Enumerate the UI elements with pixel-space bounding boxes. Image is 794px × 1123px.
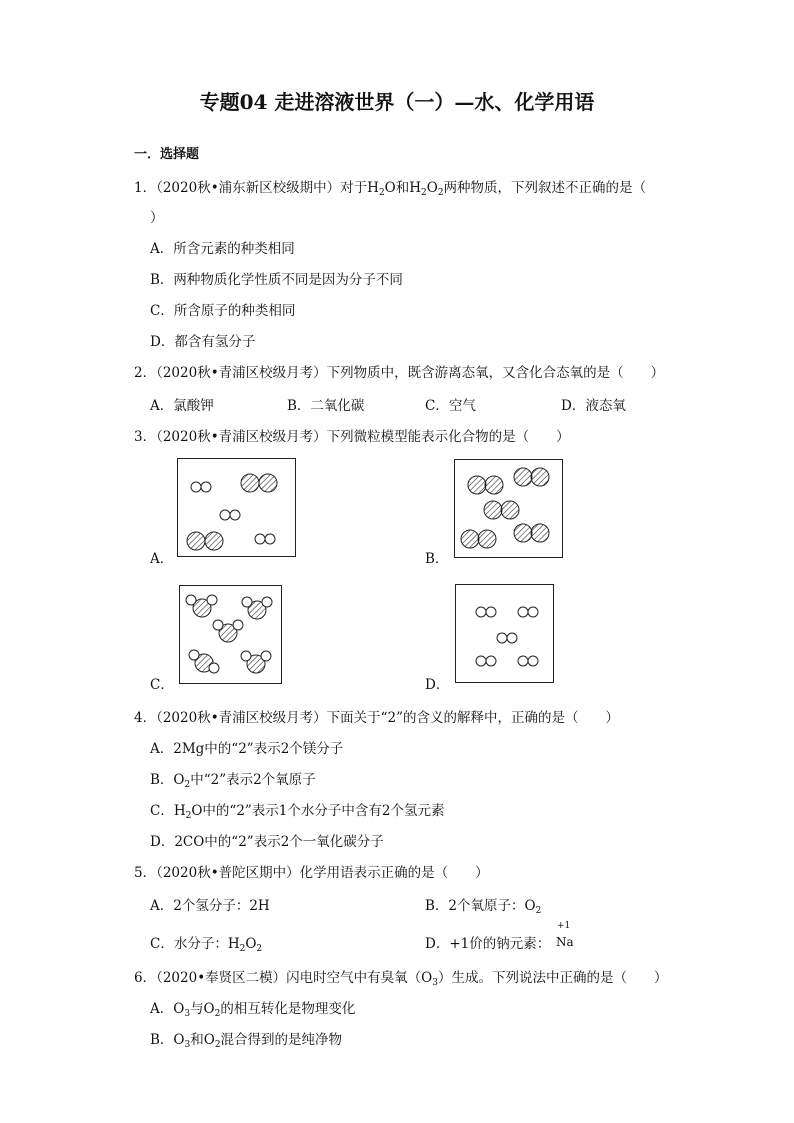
question-5-stem: 5．（2020秋•普陀区期中）化学用语表示正确的是（ ） [134, 865, 489, 881]
question-2-option-d: D．液态氧 [561, 398, 626, 414]
particle-model-c [179, 585, 282, 684]
particle-model-a [177, 458, 296, 557]
question-3-option-c: C． [150, 677, 174, 693]
question-3-option-b: B． [425, 551, 449, 567]
question-5-option-b: B．2个氧原子：$O_2$ [425, 898, 542, 916]
question-4-option-a: A．2Mg中的“2”表示2个镁分子 [150, 741, 344, 757]
question-3-option-a: A． [150, 551, 174, 567]
page-title: 专题04 走进溶液世界（一）—水、化学用语 [199, 90, 595, 114]
question-6-option-b: B．$O_3$和$O_2$混合得到的是纯净物 [150, 1032, 343, 1050]
question-1-option-d: D．都含有氢分子 [150, 334, 256, 350]
question-4-option-d: D．2CO中的“2”表示2个一氧化碳分子 [150, 834, 384, 850]
question-1-option-b: B．两种物质化学性质不同是因为分子不同 [150, 272, 403, 288]
question-1-stem: 1．（2020秋•浦东新区校级期中）对于$H_2O$和$H_2O_2$两种物质，下列叙述不正确的是（ [134, 180, 647, 198]
particle-model-d [455, 584, 554, 683]
question-3-option-d: D． [425, 677, 450, 693]
question-2-stem: 2．（2020秋•青浦区校级月考）下列物质中，既含游离态氧，又含化合态氧的是（ ） [134, 365, 665, 381]
question-2-option-a: A．氯酸钾 [150, 398, 214, 414]
question-1-option-a: A．所含元素的种类相同 [150, 241, 295, 257]
question-5-option-a: A．2个氢分子：2H [150, 898, 270, 914]
sodium-symbol: Na [556, 935, 574, 949]
question-2-option-c: C．空气 [425, 398, 476, 414]
question-6-option-a: A．$O_3$与$O_2$的相互转化是物理变化 [150, 1001, 356, 1019]
question-2-option-b: B．二氧化碳 [287, 398, 365, 414]
question-5-option-d: D．+1价的钠元素： [425, 936, 551, 952]
question-6-stem: 6．（2020•奉贤区二模）闪电时空气中有臭氧$(O_3)$生成。下列说法中正确的是（ ） [134, 970, 668, 988]
question-1-stem-cont: ） [150, 210, 164, 226]
question-1-option-c: C．所含原子的种类相同 [150, 303, 296, 319]
section-heading: 一．选择题 [134, 147, 200, 162]
valence-mark: +1 [557, 921, 571, 931]
question-4-option-c: C．$H_2O$中的“2”表示1个水分子中含有2个氢元素 [150, 803, 445, 821]
particle-model-b [454, 459, 563, 558]
question-3-stem: 3．（2020秋•青浦区校级月考）下列微粒模型能表示化合物的是（ ） [134, 429, 570, 445]
question-5-option-c: C．水分子：$H_2O_2$ [150, 936, 263, 954]
question-4-stem: 4．（2020秋•青浦区校级月考）下面关于“2”的含义的解释中，正确的是（ ） [134, 710, 620, 726]
question-4-option-b: B．$O_2$中“2”表示2个氧原子 [150, 772, 316, 790]
